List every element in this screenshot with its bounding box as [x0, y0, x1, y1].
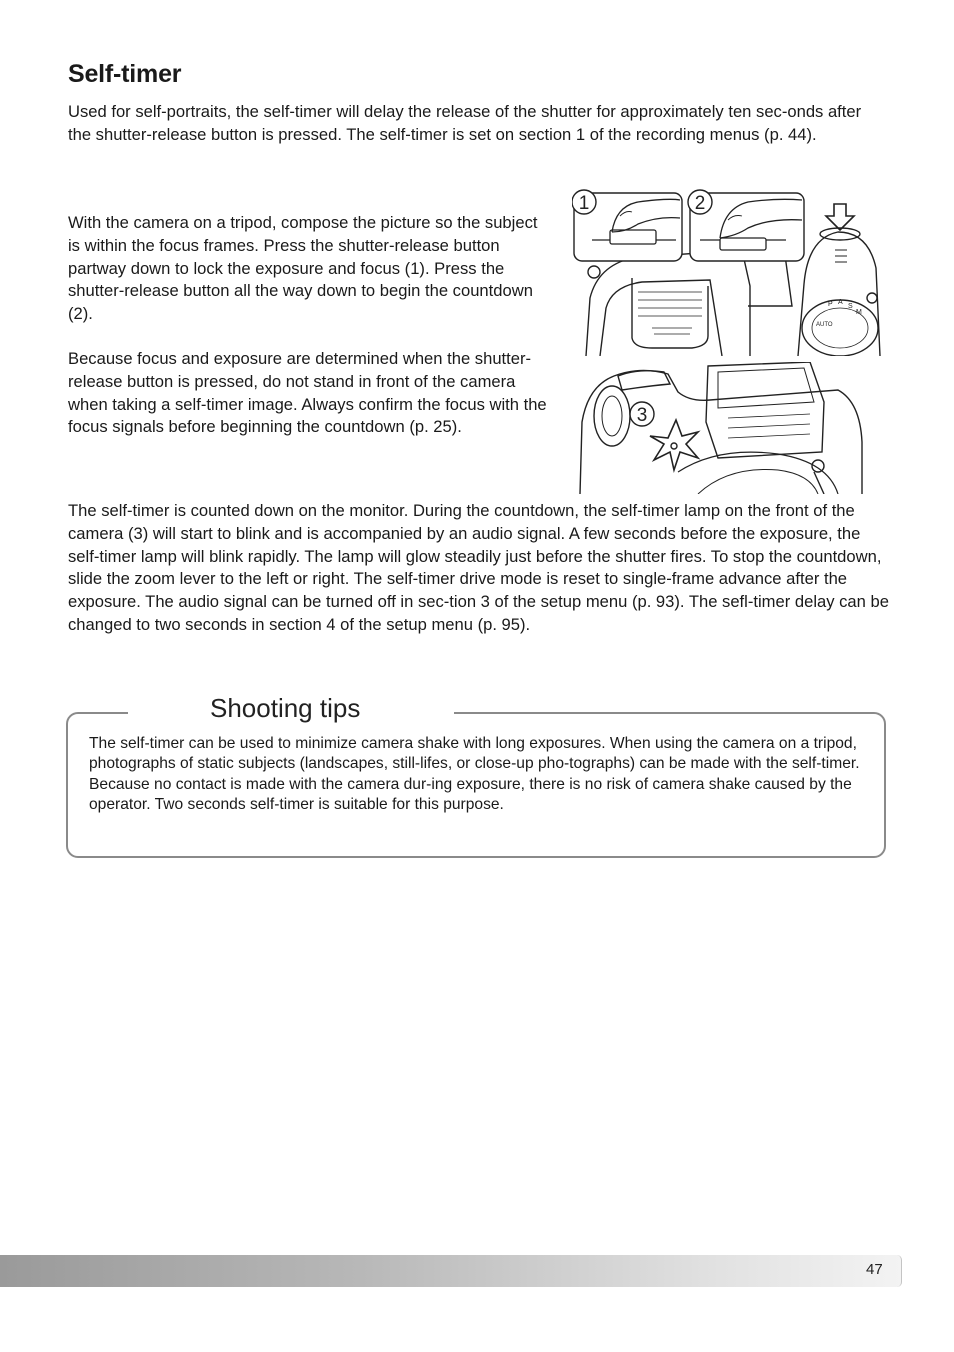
focus-paragraph: Because focus and exposure are determined when the shutter-release button is pressed, do not stand in front of the camera when taking a self-timer image. Always confirm the focus with the focus signals before beginning the countdown (p. 25). [68, 349, 547, 437]
camera-front-drawing [578, 362, 864, 494]
callout-1: 1 [578, 193, 590, 214]
section-title: Self-timer [68, 60, 182, 88]
tripod-paragraph: With the camera on a tripod, compose the picture so the subject is within the focus frames. Press the shutter-release button partway down to lock the exposure and focus (1). Press the shutter-release button all the way down to begin the countdown (2). [68, 213, 538, 324]
footer-bar [0, 1255, 902, 1287]
dial-auto-label: AUTO [816, 322, 833, 328]
callout-3: 3 [636, 405, 648, 426]
shutter-button-illustration [572, 188, 884, 356]
countdown-paragraph: The self-timer is counted down on the monitor. During the countdown, the self-timer lamp on the front of the camera (3) will start to blink and is accompanied by an audio signal. A few seconds before the exposure, the self-timer lamp will blink rapidly. The lamp will glow steadily just before the shutter fires. To stop the countdown, slide the zoom lever to the left or right. The self-timer drive mode is reset to single-frame advance after the exposure. The audio signal can be turned off in sec-tion 3 of the setup menu (p. 93). The sefl-timer delay can be changed to two seconds in section 4 of the setup menu (p. 95). [68, 501, 889, 634]
dial-letter-s: S [848, 303, 853, 310]
self-timer-lamp-illustration [578, 362, 864, 494]
page-number: 47 [866, 1261, 883, 1278]
dial-letter-p: P [828, 301, 833, 308]
dial-letter-a: A [838, 299, 843, 306]
intro-paragraph: Used for self-portraits, the self-timer will delay the release of the shutter for approximately ten sec-onds after the shutter-release button is pressed. The self-timer is set on section 1 of the recording menus (p. 44). [68, 102, 862, 144]
tips-text: The self-timer can be used to minimize camera shake with long exposures. When using the camera on a tripod, photographs of static subjects (landscapes, still-lifes, or close-up pho-tographs) can be made with the self-timer. Because no contact is made with the camera dur-ing exposure, there is no risk of camera shake caused by the operator. Two seconds self-timer is suitable for this purpose. [89, 735, 860, 814]
dial-letter-m: M [856, 309, 862, 316]
callout-2: 2 [694, 193, 706, 214]
camera-top-drawing [572, 188, 884, 356]
tips-title: Shooting tips [210, 693, 361, 723]
